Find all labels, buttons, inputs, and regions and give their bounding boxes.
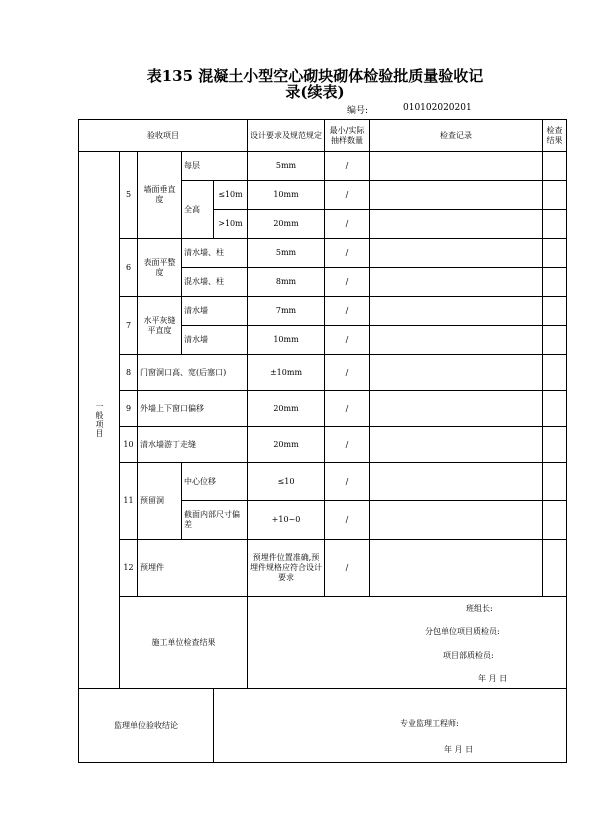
spec-value: 5mm xyxy=(248,239,325,268)
slash: / xyxy=(325,463,370,501)
item-name: 墙面垂直度 xyxy=(138,152,182,239)
header-item: 验收项目 xyxy=(79,120,248,152)
result-cell[interactable] xyxy=(543,152,567,181)
slash: / xyxy=(325,427,370,463)
record-cell[interactable] xyxy=(370,540,543,597)
item-no: 12 xyxy=(120,540,138,597)
record-cell[interactable] xyxy=(370,268,543,297)
result-cell[interactable] xyxy=(543,427,567,463)
spec-value: 20mm xyxy=(248,210,325,239)
record-cell[interactable] xyxy=(370,181,543,210)
supervision-label: 监理单位验收结论 xyxy=(79,689,214,763)
code-label: 编号: xyxy=(347,106,369,116)
slash: / xyxy=(325,152,370,181)
slash: / xyxy=(325,181,370,210)
slash: / xyxy=(325,210,370,239)
table-row xyxy=(79,152,567,181)
team-leader-label: 班组长: xyxy=(466,604,493,613)
result-cell[interactable] xyxy=(543,540,567,597)
qc-dept-label: 项目部质检员: xyxy=(443,651,494,660)
item-name: 外墙上下窗口偏移 xyxy=(138,391,248,427)
item-no: 8 xyxy=(120,355,138,391)
item-name: 预留洞 xyxy=(138,463,182,540)
header-result: 检查结果 xyxy=(543,120,567,152)
result-cell[interactable] xyxy=(543,355,567,391)
result-cell[interactable] xyxy=(543,463,567,501)
table-row xyxy=(79,297,567,326)
sub-item: 全高 xyxy=(182,181,214,239)
sub-item: 每层 xyxy=(182,152,248,181)
sub-item: 中心位移 xyxy=(182,463,248,501)
spec-value: 20mm xyxy=(248,391,325,427)
header-spec: 设计要求及规范规定 xyxy=(248,120,325,152)
record-cell[interactable] xyxy=(370,210,543,239)
record-cell[interactable] xyxy=(370,297,543,326)
item-no: 11 xyxy=(120,463,138,540)
supervision-row xyxy=(79,689,567,763)
construction-label: 施工单位检查结果 xyxy=(120,597,248,689)
result-cell[interactable] xyxy=(543,268,567,297)
spec-value: 7mm xyxy=(248,297,325,326)
item-name: 表面平整度 xyxy=(138,239,182,297)
record-cell[interactable] xyxy=(370,355,543,391)
slash: / xyxy=(325,501,370,540)
slash: / xyxy=(325,268,370,297)
qc-sub-label: 分包单位项目质检员: xyxy=(425,627,500,636)
slash: / xyxy=(325,540,370,597)
spec-value: 10mm xyxy=(248,181,325,210)
spec-value: ≤10 xyxy=(248,463,325,501)
result-cell[interactable] xyxy=(543,501,567,540)
spec-value: ±10mm xyxy=(248,355,325,391)
item-no: 10 xyxy=(120,427,138,463)
item-name: 门窗洞口高、宽(后塞口) xyxy=(138,355,248,391)
slash: / xyxy=(325,326,370,355)
sub-item: 清水墙 xyxy=(182,326,248,355)
construction-signature[interactable] xyxy=(248,597,567,689)
item-name: 水平灰缝平直度 xyxy=(138,297,182,355)
record-cell[interactable] xyxy=(370,326,543,355)
construction-date: 年 月 日 xyxy=(478,674,508,683)
group-label: 一般项目 xyxy=(79,152,120,689)
inspection-table xyxy=(78,119,567,763)
slash: / xyxy=(325,391,370,427)
result-cell[interactable] xyxy=(543,326,567,355)
page-title-cont: 录(续表) xyxy=(285,83,345,101)
result-cell[interactable] xyxy=(543,297,567,326)
header-min-sample: 最小/实际抽样数量 xyxy=(325,120,370,152)
record-cell[interactable] xyxy=(370,239,543,268)
supervisor-label: 专业监理工程师: xyxy=(400,719,459,728)
slash: / xyxy=(325,297,370,326)
spec-value: 20mm xyxy=(248,427,325,463)
item-name: 清水墙游丁走缝 xyxy=(138,427,248,463)
header-row xyxy=(79,120,567,152)
record-cell[interactable] xyxy=(370,152,543,181)
spec-value: 10mm xyxy=(248,326,325,355)
record-cell[interactable] xyxy=(370,427,543,463)
item-name: 预埋件 xyxy=(138,540,248,597)
item-no: 7 xyxy=(120,297,138,355)
item-no: 5 xyxy=(120,152,138,239)
sub-item: 清水墙、柱 xyxy=(182,239,248,268)
table-row xyxy=(79,463,567,501)
spec-value: 5mm xyxy=(248,152,325,181)
spec-value: 预埋件位置准确,预埋件规格应符合设计要求 xyxy=(248,540,325,597)
page-title: 表135 混凝土小型空心砌块砌体检验批质量验收记 xyxy=(146,67,484,85)
result-cell[interactable] xyxy=(543,210,567,239)
item-no: 6 xyxy=(120,239,138,297)
slash: / xyxy=(325,239,370,268)
record-cell[interactable] xyxy=(370,391,543,427)
spec-value: +10~0 xyxy=(248,501,325,540)
header-record: 检查记录 xyxy=(370,120,543,152)
construction-row xyxy=(79,597,567,689)
table-row xyxy=(79,239,567,268)
slash: / xyxy=(325,355,370,391)
table-row xyxy=(79,540,567,597)
supervision-signature[interactable] xyxy=(214,689,567,763)
item-no: 9 xyxy=(120,391,138,427)
sub-item: >10m xyxy=(214,210,248,239)
sub-item: 混水墙、柱 xyxy=(182,268,248,297)
record-cell[interactable] xyxy=(370,501,543,540)
supervision-date: 年 月 日 xyxy=(444,745,474,754)
record-cell[interactable] xyxy=(370,463,543,501)
sub-item: 清水墙 xyxy=(182,297,248,326)
sub-item: 截面内部尺寸偏差 xyxy=(182,501,248,540)
result-cell[interactable] xyxy=(543,239,567,268)
code-value: 010102020201 xyxy=(403,103,472,113)
spec-value: 8mm xyxy=(248,268,325,297)
table-row xyxy=(79,391,567,427)
result-cell[interactable] xyxy=(543,181,567,210)
result-cell[interactable] xyxy=(543,391,567,427)
table-row xyxy=(79,427,567,463)
sub-item: ≤10m xyxy=(214,181,248,210)
table-row xyxy=(79,355,567,391)
